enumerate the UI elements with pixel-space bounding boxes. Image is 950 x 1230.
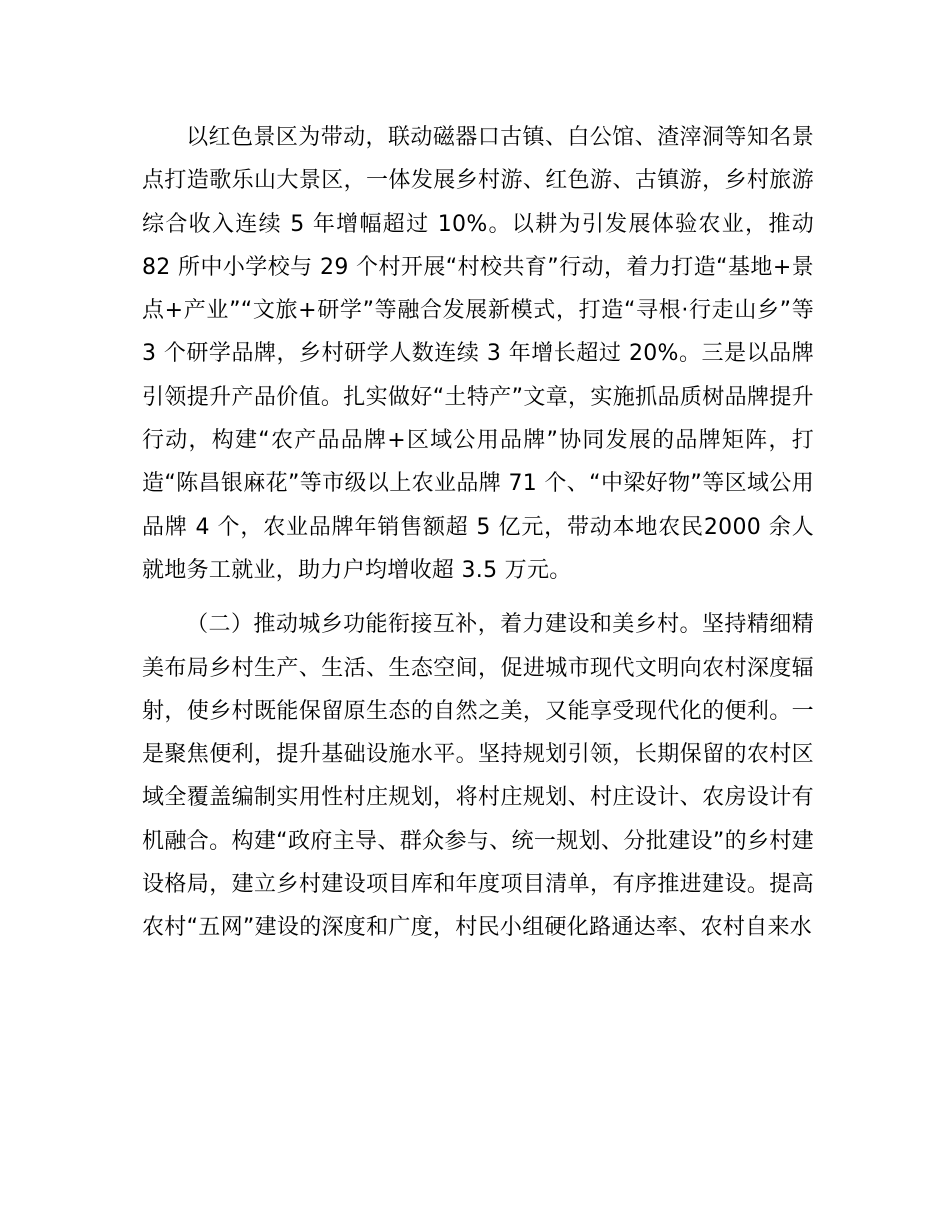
paragraph-tourism-branding (142, 116, 814, 592)
document-body (142, 116, 814, 950)
paragraph-text: 以红色景区为带动，联动磁器口古镇、白公馆、渣滓洞等知名景点打造歌乐山大景区，一体发展乡村游、红色游、古镇游，乡村旅游综合收入连续 5 年增幅超过 10%。以耕为引发展体验农业，推动 82 所中小学校与 29 个村开展“村校共育”行动，着力打造“基地+景点+产业”“文旅+研学”等融合发展新模式，打造“寻根·行走山乡”等 3 个研学品牌，乡村研学人数连续 3 年增长超过 20%。三是以品牌引领提升产品价值。扎实做好“土特产”文章，实施抓品质树品牌提升行动，构建“农产品品牌+区域公用品牌”协同发展的品牌矩阵，打造“陈昌银麻花”等市级以上农业品牌 71 个、“中梁好物”等区域公用品牌 4 个，农业品牌年销售额超 5 亿元，带动本地农民2000 余人就地务工就业，助力户均增收超 3.5 万元。 (142, 125, 814, 583)
paragraph-text: （二）推动城乡功能衔接互补，着力建设和美乡村。坚持精细精美布局乡村生产、生活、生态空间，促进城市现代文明向农村深度辐射，使乡村既能保留原生态的自然之美，又能享受现代化的便利。一是聚焦便利，提升基础设施水平。坚持规划引领，长期保留的农村区域全覆盖编制实用性村庄规划，将村庄规划、村庄设计、农房设计有机融合。构建“政府主导、群众参与、统一规划、分批建设”的乡村建设格局，建立乡村建设项目库和年度项目清单，有序推进建设。提高农村“五网”建设的深度和广度，村民小组硬化路通达率、农村自来水 (142, 612, 814, 941)
paragraph-urban-rural-integration (142, 603, 814, 949)
